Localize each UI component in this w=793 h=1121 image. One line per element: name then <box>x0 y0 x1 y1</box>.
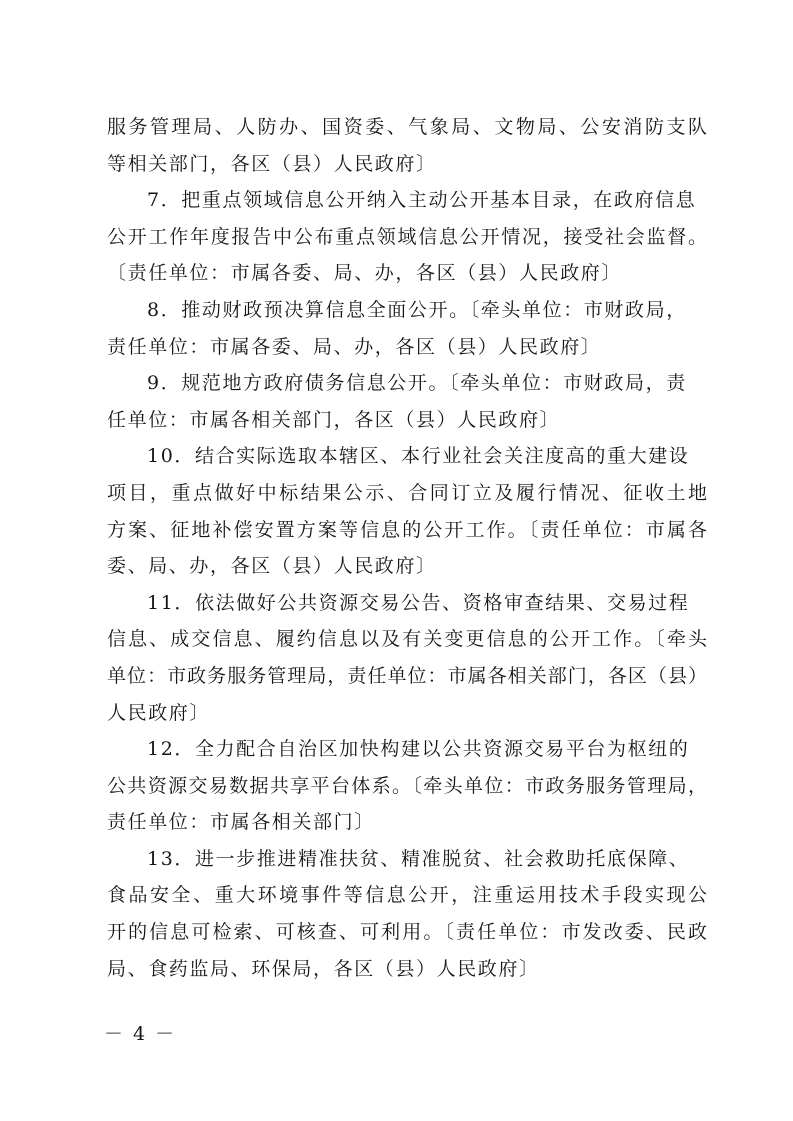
text-line: 信息、成交信息、履约信息以及有关变更信息的公开工作。〔牵头 <box>107 628 707 651</box>
page-number: － 4 － <box>104 1023 177 1045</box>
item-7-heading-line: 7．把重点领域信息公开纳入主动公开基本目录，在政府信息 <box>147 189 697 212</box>
text-line: 食品安全、重大环境事件等信息公开，注重运用技术手段实现公 <box>107 884 707 907</box>
text-line: 单位：市政务服务管理局，责任单位：市属各相关部门，各区（县） <box>107 664 707 687</box>
text-line: 公开工作年度报告中公布重点领域信息公开情况，接受社会监督。 <box>107 225 707 248</box>
item-10-heading-line: 10．结合实际选取本辖区、本行业社会关注度高的重大建设 <box>147 445 690 468</box>
text-line: 等相关部门，各区（县）人民政府〕 <box>107 152 437 175</box>
item-12-heading-line: 12．全力配合自治区加快构建以公共资源交易平台为枢纽的 <box>147 738 690 761</box>
text-line: 责任单位：市属各相关部门〕 <box>107 811 375 834</box>
text-line: 开的信息可检索、可核查、可利用。〔责任单位：市发改委、民政 <box>107 921 707 944</box>
text-line: 方案、征地补偿安置方案等信息的公开工作。〔责任单位：市属各 <box>107 518 707 541</box>
text-line: 项目，重点做好中标结果公示、合同订立及履行情况、征收土地 <box>107 481 707 504</box>
text-line: 服务管理局、人防办、国资委、气象局、文物局、公安消防支队 <box>107 116 707 138</box>
text-line: 责任单位：市属各委、局、办，各区（县）人民政府〕 <box>107 335 602 358</box>
item-9-heading-line: 9．规范地方政府债务信息公开。〔牵头单位：市财政局，责 <box>147 372 687 395</box>
text-line: 人民政府〕 <box>107 701 211 724</box>
text-line: 委、局、办，各区（县）人民政府〕 <box>107 555 437 578</box>
text-line: 公共资源交易数据共享平台体系。〔牵头单位：市政务服务管理局， <box>107 774 707 797</box>
text-line: 〔责任单位：市属各委、局、办，各区（县）人民政府〕 <box>107 262 623 285</box>
item-11-heading-line: 11．依法做好公共资源交易公告、资格审查结果、交易过程 <box>147 591 690 614</box>
item-8-heading-line: 8．推动财政预决算信息全面公开。〔牵头单位：市财政局， <box>147 298 687 321</box>
text-line: 局、食药监局、环保局，各区（县）人民政府〕 <box>107 957 540 980</box>
text-line: 任单位：市属各相关部门，各区（县）人民政府〕 <box>107 408 561 431</box>
item-13-heading-line: 13．进一步推进精准扶贫、精准脱贫、社会救助托底保障、 <box>147 847 690 870</box>
document-body <box>107 109 707 987</box>
